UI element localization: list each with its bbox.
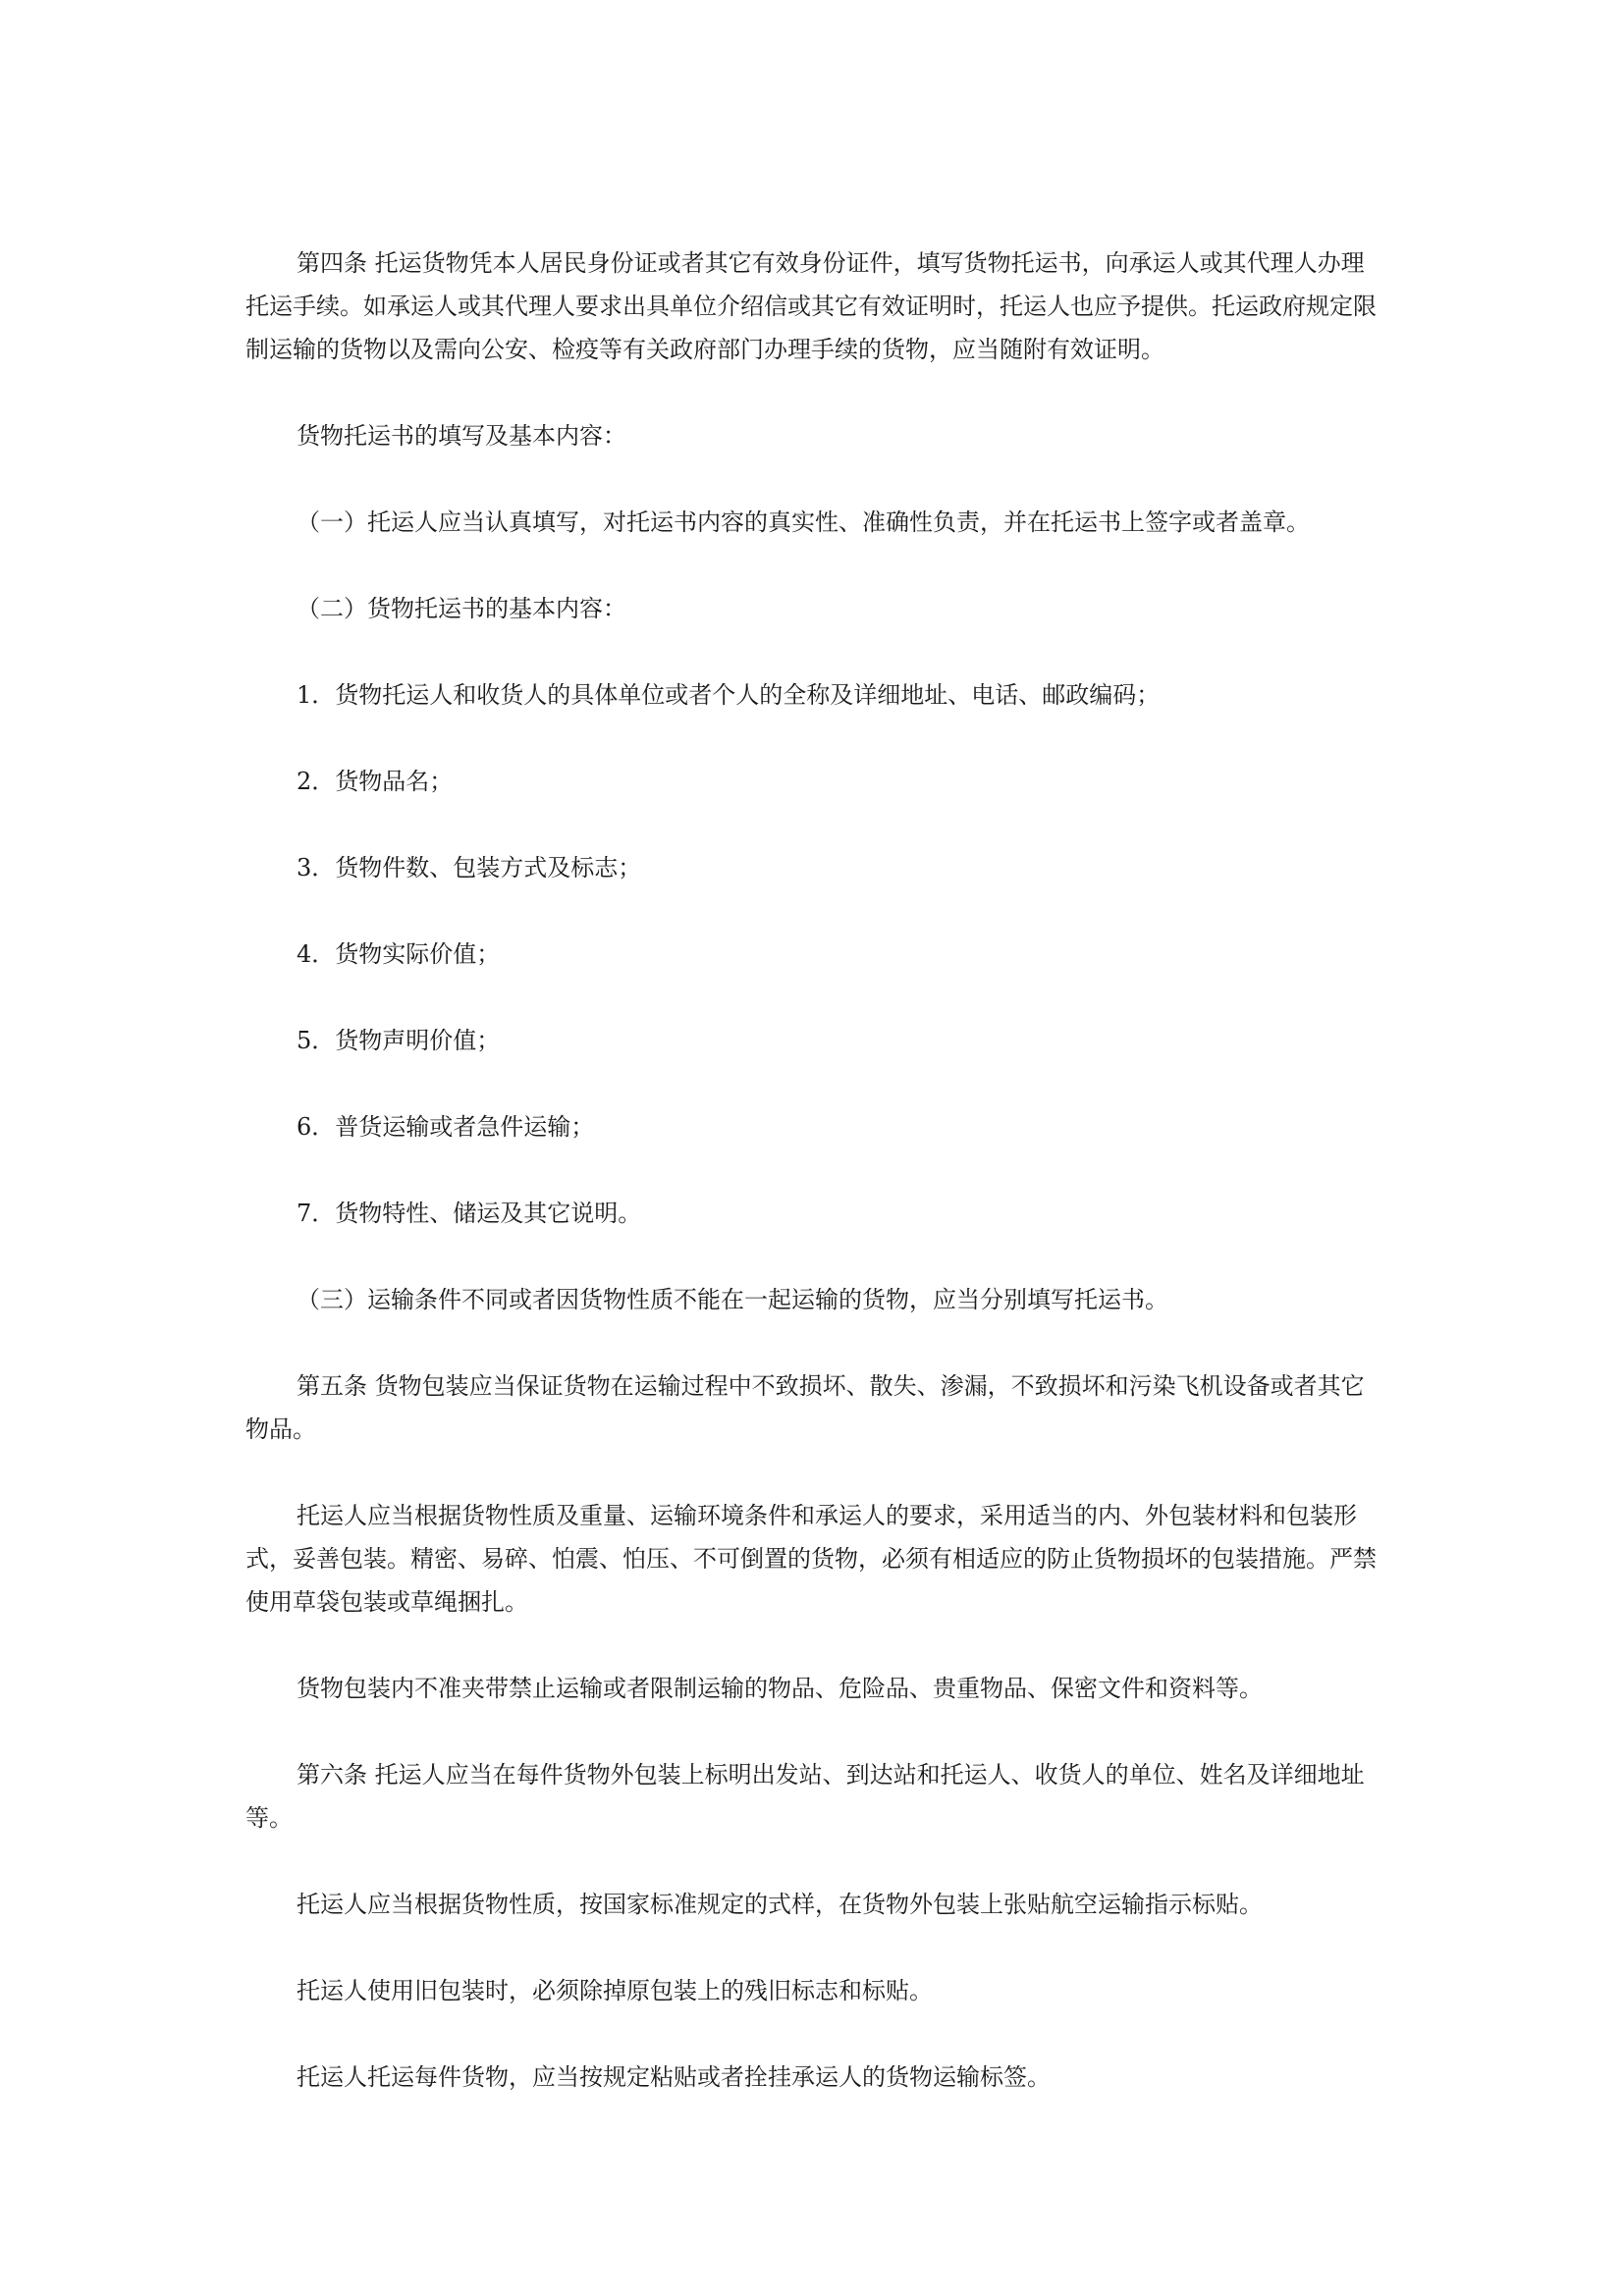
packaging-requirements-paragraph: 托运人应当根据货物性质及重量、运输环境条件和承运人的要求，采用适当的内、外包装材料和包装形式，妥善包装。精密、易碎、怕震、怕压、不可倒置的货物，必须有相适应的防止货物损坏的包装措施。严禁使用草袋包装或草绳捆扎。 bbox=[245, 1502, 1377, 1616]
article-6-paragraph: 第六条 托运人应当在每件货物外包装上标明出发站、到达站和托运人、收货人的单位、姓名及详细地址等。 bbox=[245, 1761, 1365, 1832]
old-packaging-paragraph: 托运人使用旧包装时，必须除掉原包装上的残旧标志和标贴。 bbox=[297, 1977, 933, 2004]
clause-2-paragraph: （二）货物托运书的基本内容： bbox=[297, 595, 626, 622]
clause-1-paragraph: （一）托运人应当认真填写，对托运书内容的真实性、准确性负责，并在托运书上签字或者盖章。 bbox=[297, 508, 1310, 536]
list-item-7: 7．货物特性、储运及其它说明。 bbox=[297, 1200, 642, 1227]
list-item-3: 3．货物件数、包装方式及标志； bbox=[297, 854, 642, 881]
list-item-6: 6．普货运输或者急件运输； bbox=[297, 1113, 595, 1141]
clause-3-paragraph: （三）运输条件不同或者因货物性质不能在一起运输的货物，应当分别填写托运书。 bbox=[297, 1286, 1168, 1313]
indication-labels-paragraph: 托运人应当根据货物性质，按国家标准规定的式样，在货物外包装上张贴航空运输指示标贴。 bbox=[297, 1891, 1263, 1918]
list-item-5: 5．货物声明价值； bbox=[297, 1027, 501, 1054]
article-4-paragraph: 第四条 托运货物凭本人居民身份证或者其它有效身份证件，填写货物托运书，向承运人或其代理人办理托运手续。如承运人或其代理人要求出具单位介绍信或其它有效证明时，托运人也应予提供。托运政府规定限制运输的货物以及需向公安、检疫等有关政府部门办理手续的货物，应当随附有效证明。 bbox=[245, 249, 1377, 363]
transport-tag-paragraph: 托运人托运每件货物，应当按规定粘贴或者拴挂承运人的货物运输标签。 bbox=[297, 2063, 1051, 2091]
list-item-1: 1．货物托运人和收货人的具体单位或者个人的全称及详细地址、电话、邮政编码； bbox=[297, 681, 1161, 709]
list-item-2: 2．货物品名； bbox=[297, 768, 454, 795]
consignment-note-intro: 货物托运书的填写及基本内容： bbox=[297, 422, 626, 450]
article-5-paragraph: 第五条 货物包装应当保证货物在运输过程中不致损坏、散失、渗漏，不致损坏和污染飞机设备或者其它物品。 bbox=[245, 1372, 1365, 1443]
packaging-prohibited-items-paragraph: 货物包装内不准夹带禁止运输或者限制运输的物品、危险品、贵重物品、保密文件和资料等。 bbox=[297, 1675, 1263, 1702]
list-item-4: 4．货物实际价值； bbox=[297, 940, 501, 968]
